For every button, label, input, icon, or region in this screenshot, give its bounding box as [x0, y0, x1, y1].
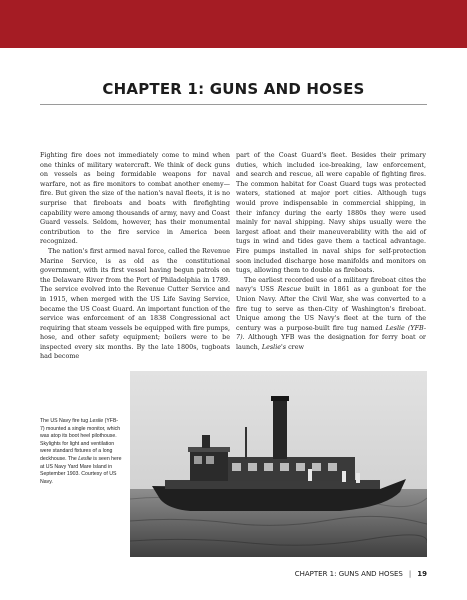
footer-chapter: CHAPTER 1: GUNS AND HOSES — [294, 570, 403, 578]
paragraph: The earliest recorded use of a military fireboat cites the navy's USS Rescue built in 1861 as a gunboat for the Union Navy. After the Civil War, she was converted to a fire tug to serve as then-City of Washington's fireboat. Unique among the US Navy's fleet at the turn of the century was a purpose-built fire tug named Leslie (YFB-7). Although YFB was the designation for ferry boat or launch, Leslie's crew — [236, 275, 427, 351]
footer-separator: | — [408, 570, 412, 578]
page-number: 19 — [417, 570, 427, 578]
header-band — [0, 0, 467, 48]
fire-tug-image — [130, 371, 427, 557]
paragraph: Fighting fire does not immediately come to mind when one thinks of military watercraft. We think of deck guns on vessels as being formidable weapons for naval warfare, not as fire monitors to combat another enemy—fire. But given the size of the nation's naval fleets, it is no surprise that fireboats and boats with firefighting capability were among thousands of army, navy and Coast Guard vessels. Seldom, however, has their monumental contribution to the fire service in America been recognized. — [40, 151, 230, 246]
fire-tug-photo — [130, 371, 427, 557]
left-text-column — [40, 151, 230, 362]
chapter-title: CHAPTER 1: GUNS AND HOSES — [102, 80, 365, 98]
paragraph: part of the Coast Guard's fleet. Besides their primary duties, which included ice-breaking, law enforcement, and search and rescue, all were capable of fighting fires. The common habitat for Coast Guard tugs was protected waters, stationed at major port cities. Although tugs would prove indispensable in commercial shipping, in their infancy during the early 1880s they were used mainly for naval shipping. Navy ships usually were the largest afloat and their maneuverability with the aid of tugs in wind and tides gave them a tactical advantage. Fire pumps installed in naval ships for self-protection soon included discharge hose manifolds and monitors on tugs, allowing them to double as fireboats. — [236, 151, 426, 275]
photo-caption: The US Navy fire tug Leslie (YFB-7) mounted a single monitor, which was atop its boot heel pilothouse. Skylights for light and ventilation were standard fixtures of a long deckhouse. The Leslie is seen here at US Navy Yard Mare Island in September 1903. Courtesy of US Navy. — [40, 418, 122, 485]
right-text-column — [236, 151, 426, 352]
title-rule — [40, 104, 427, 105]
page-footer — [295, 568, 427, 580]
paragraph: The nation's first armed naval force, called the Revenue Marine Service, is as old as the constitutional government, with its first vessel having begun patrols on the Delaware River from the Port of Philadelphia in 1789. The service evolved into the Revenue Cutter Service and in 1915, when merged with the US Life Saving Service, became the US Coast Guard. An important function of the service was enforcement of an 1838 Congressional act requiring that steam vessels be equipped with fire pumps, hose, and other safety equipment; boilers were to be inspected every six months. By the late 1800s, tugboats had become — [40, 246, 230, 361]
